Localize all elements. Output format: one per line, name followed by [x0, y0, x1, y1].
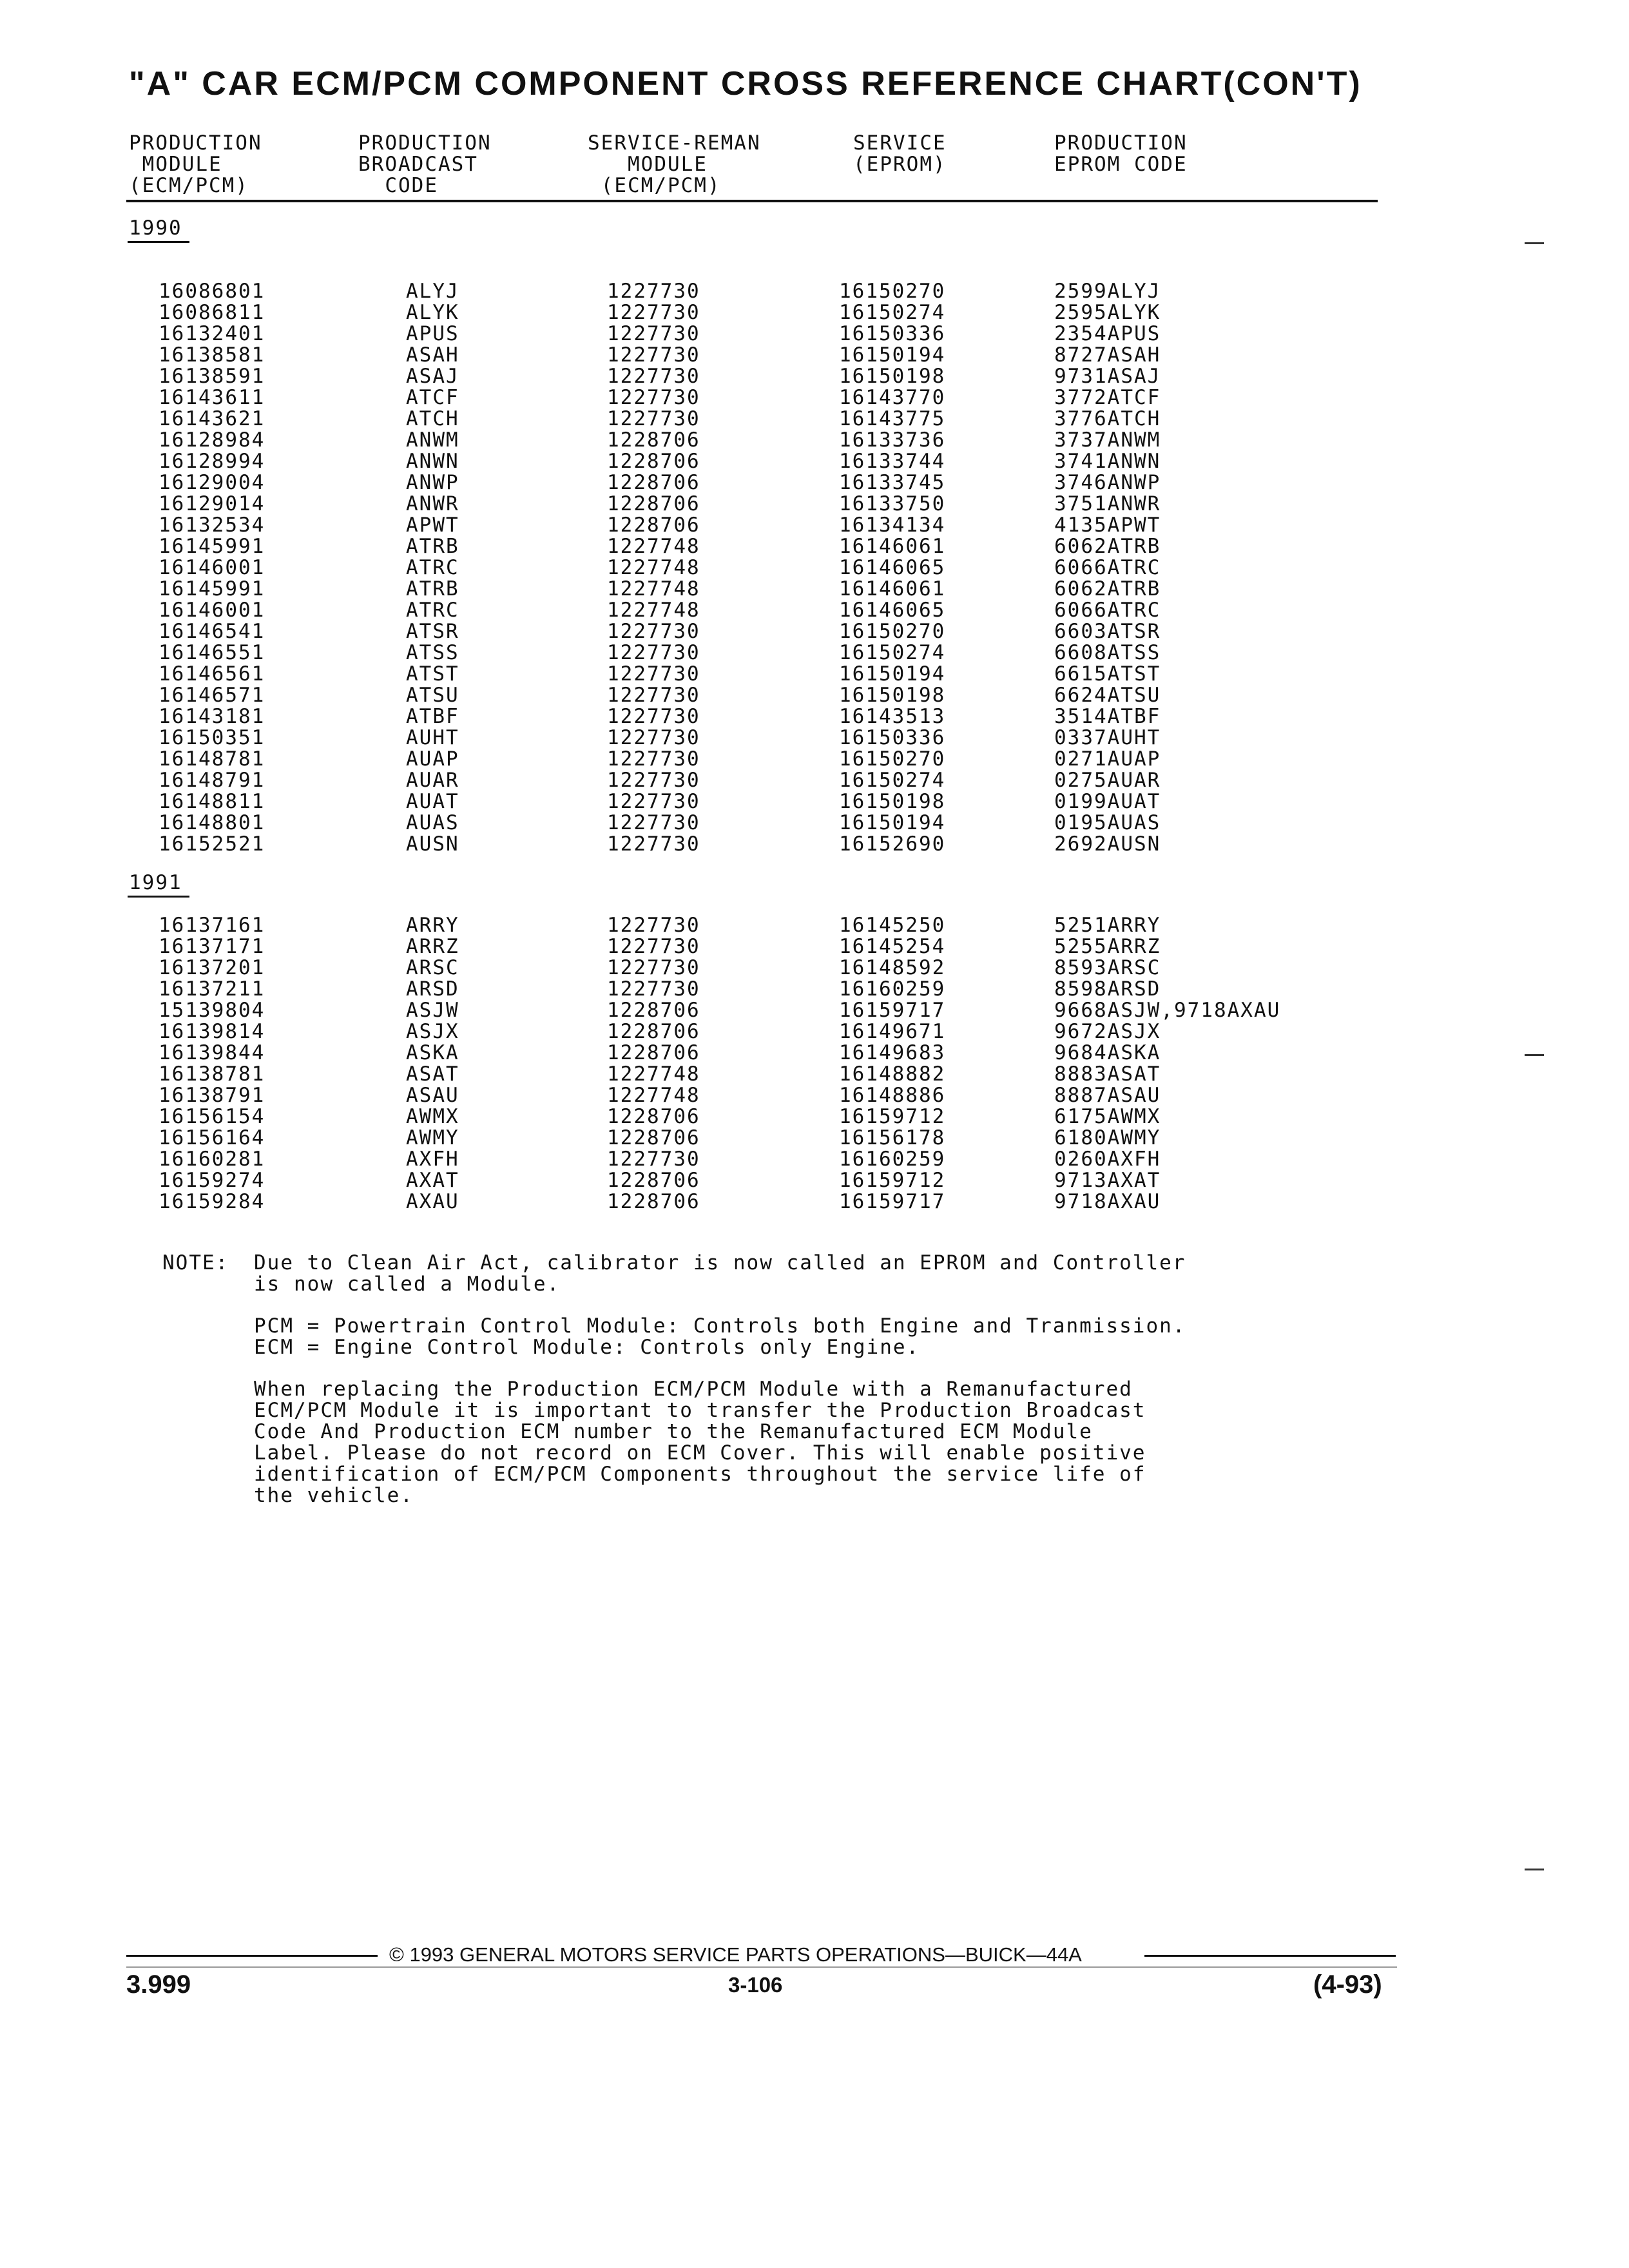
column-header-line: PRODUCTION: [129, 131, 262, 155]
table-cell: ATBF: [406, 705, 459, 728]
table-cell: 1228706: [607, 492, 700, 515]
table-cell: 1227730: [607, 977, 700, 1001]
table-cell: 16146065: [839, 556, 946, 579]
table-cell: ASAJ: [406, 365, 459, 388]
table-cell: 16138781: [159, 1062, 265, 1086]
table-cell: 16152521: [159, 832, 265, 856]
table-cell: 6608ATSS: [1054, 641, 1161, 664]
table-cell: AXFH: [406, 1148, 459, 1171]
table-cell: 16150270: [839, 747, 946, 771]
table-cell: 3514ATBF: [1054, 705, 1161, 728]
table-cell: 16160259: [839, 1148, 946, 1171]
table-cell: 16143770: [839, 386, 946, 409]
definition-line: PCM = Powertrain Control Module: Controls both Engine and Tranmission.: [254, 1314, 1186, 1338]
table-cell: 16150194: [839, 343, 946, 367]
table-cell: 1227730: [607, 832, 700, 856]
table-cell: 16146561: [159, 662, 265, 686]
table-cell: 8593ARSC: [1054, 956, 1161, 979]
table-cell: 4135APWT: [1054, 514, 1161, 537]
table-cell: 16137161: [159, 914, 265, 937]
table-cell: 1227730: [607, 769, 700, 792]
table-cell: 16146571: [159, 684, 265, 707]
table-cell: 1228706: [607, 1169, 700, 1192]
table-cell: 16150198: [839, 684, 946, 707]
table-cell: ATST: [406, 662, 459, 686]
note-text: Due to Clean Air Act, calibrator is now called an EPROM and Controller: [254, 1251, 1186, 1274]
table-cell: 1227730: [607, 956, 700, 979]
table-cell: 9718AXAU: [1054, 1190, 1161, 1213]
table-cell: 0337AUHT: [1054, 726, 1161, 749]
table-cell: 8887ASAU: [1054, 1084, 1161, 1107]
table-cell: ATSS: [406, 641, 459, 664]
table-cell: 16148886: [839, 1084, 946, 1107]
table-cell: ASAU: [406, 1084, 459, 1107]
table-cell: 16159712: [839, 1105, 946, 1128]
table-cell: 9668ASJW,9718AXAU: [1054, 999, 1281, 1022]
table-cell: 3737ANWM: [1054, 428, 1161, 452]
table-cell: 1227730: [607, 935, 700, 958]
note-text: is now called a Module.: [254, 1273, 561, 1296]
table-cell: ASAH: [406, 343, 459, 367]
table-cell: 16139844: [159, 1041, 265, 1064]
table-cell: 16148801: [159, 811, 265, 834]
table-cell: 6624ATSU: [1054, 684, 1161, 707]
table-cell: 16150270: [839, 620, 946, 643]
table-cell: AUAT: [406, 790, 459, 813]
table-cell: 9684ASKA: [1054, 1041, 1161, 1064]
year-heading: 1991: [129, 871, 182, 894]
table-cell: 16150351: [159, 726, 265, 749]
table-cell: 1227748: [607, 577, 700, 601]
spacer: [162, 1358, 1186, 1379]
table-cell: AUHT: [406, 726, 459, 749]
table-cell: 16146541: [159, 620, 265, 643]
table-cell: 16146061: [839, 577, 946, 601]
table-cell: 1227730: [607, 790, 700, 813]
column-header-line: (ECM/PCM): [129, 174, 249, 197]
table-cell: 8883ASAT: [1054, 1062, 1161, 1086]
table-cell: 16150194: [839, 662, 946, 686]
column-header-line: PRODUCTION: [1054, 131, 1188, 155]
table-cell: 16145250: [839, 914, 946, 937]
table-cell: ATSR: [406, 620, 459, 643]
table-cell: 16128984: [159, 428, 265, 452]
spacer: [162, 1295, 1186, 1316]
table-cell: 1227730: [607, 811, 700, 834]
table-cell: 1228706: [607, 450, 700, 473]
table-cell: 1227730: [607, 280, 700, 303]
year-underline: [128, 241, 189, 243]
column-header-line: MODULE: [129, 153, 222, 176]
year-underline: [128, 896, 189, 898]
table-cell: 1228706: [607, 1020, 700, 1043]
table-cell: 1227730: [607, 705, 700, 728]
table-cell: 8727ASAH: [1054, 343, 1161, 367]
table-cell: 16134134: [839, 514, 946, 537]
column-header: [129, 133, 262, 197]
table-cell: 0271AUAP: [1054, 747, 1161, 771]
table-cell: AWMX: [406, 1105, 459, 1128]
table-cell: 16149683: [839, 1041, 946, 1064]
margin-tick: [1525, 1869, 1544, 1870]
table-cell: 1228706: [607, 514, 700, 537]
table-cell: AXAU: [406, 1190, 459, 1213]
table-cell: 1227730: [607, 386, 700, 409]
table-cell: 1227730: [607, 747, 700, 771]
table-cell: 16145991: [159, 577, 265, 601]
table-cell: 5255ARRZ: [1054, 935, 1161, 958]
table-cell: 6066ATRC: [1054, 599, 1161, 622]
table-cell: ATSU: [406, 684, 459, 707]
table-cell: 16132401: [159, 322, 265, 345]
table-cell: 9672ASJX: [1054, 1020, 1161, 1043]
table-cell: APWT: [406, 514, 459, 537]
table-cell: 16150270: [839, 280, 946, 303]
column-header-line: BROADCAST: [358, 153, 478, 176]
table-cell: 16159712: [839, 1169, 946, 1192]
table-cell: 6066ATRC: [1054, 556, 1161, 579]
table-cell: 16150274: [839, 769, 946, 792]
table-cell: 16156178: [839, 1126, 946, 1149]
table-cell: ALYJ: [406, 280, 459, 303]
page-number: 3-106: [728, 1973, 783, 1997]
table-cell: 3751ANWR: [1054, 492, 1161, 515]
table-cell: 16149671: [839, 1020, 946, 1043]
table-cell: 16138591: [159, 365, 265, 388]
table-cell: ASJW: [406, 999, 459, 1022]
table-cell: ARSC: [406, 956, 459, 979]
table-cell: 1227748: [607, 599, 700, 622]
table-cell: 2692AUSN: [1054, 832, 1161, 856]
table-cell: AXAT: [406, 1169, 459, 1192]
page-title: "A" CAR ECM/PCM COMPONENT CROSS REFERENCE CHART(CON'T): [129, 65, 1362, 102]
instruction-line: ECM/PCM Module it is important to transfer the Production Broadcast: [254, 1399, 1146, 1422]
table-cell: 1227748: [607, 535, 700, 558]
table-cell: ASJX: [406, 1020, 459, 1043]
footer-copyright: © 1993 GENERAL MOTORS SERVICE PARTS OPERATIONS—BUICK—44A: [389, 1943, 1082, 1966]
table-cell: 1227730: [607, 407, 700, 430]
table-cell: 2595ALYK: [1054, 301, 1161, 324]
table-cell: 16150274: [839, 641, 946, 664]
table-cell: ATRB: [406, 535, 459, 558]
column-header: [588, 133, 761, 197]
table-cell: 16133744: [839, 450, 946, 473]
table-cell: 16159717: [839, 999, 946, 1022]
table-cell: 16150194: [839, 811, 946, 834]
table-cell: 1228706: [607, 1126, 700, 1149]
table-cell: ATRC: [406, 556, 459, 579]
table-cell: 16159284: [159, 1190, 265, 1213]
table-cell: 0199AUAT: [1054, 790, 1161, 813]
table-cell: 2354APUS: [1054, 322, 1161, 345]
table-cell: 6603ATSR: [1054, 620, 1161, 643]
table-cell: ANWR: [406, 492, 459, 515]
table-cell: 6180AWMY: [1054, 1126, 1161, 1149]
table-cell: 16137171: [159, 935, 265, 958]
table-cell: 1227730: [607, 684, 700, 707]
table-cell: 16160259: [839, 977, 946, 1001]
table-cell: ASAT: [406, 1062, 459, 1086]
table-cell: AUSN: [406, 832, 459, 856]
footer-rule-right: [1144, 1955, 1396, 1957]
table-cell: 16160281: [159, 1148, 265, 1171]
table-cell: 16148882: [839, 1062, 946, 1086]
table-cell: 16150336: [839, 322, 946, 345]
table-cell: 1227748: [607, 1084, 700, 1107]
column-header-line: EPROM CODE: [1054, 153, 1188, 176]
column-header: [853, 133, 947, 175]
table-cell: 16150198: [839, 365, 946, 388]
table-cell: 0275AUAR: [1054, 769, 1161, 792]
table-cell: 16086811: [159, 301, 265, 324]
table-cell: 9713AXAT: [1054, 1169, 1161, 1192]
note-block: [162, 1253, 1186, 1506]
table-cell: 16128994: [159, 450, 265, 473]
column-header-line: CODE: [358, 174, 438, 197]
table-cell: 1228706: [607, 471, 700, 494]
table-cell: 16138791: [159, 1084, 265, 1107]
table-cell: 16156154: [159, 1105, 265, 1128]
table-cell: 16148791: [159, 769, 265, 792]
table-cell: 1227730: [607, 641, 700, 664]
footer-rule-thin: [126, 1966, 1397, 1968]
table-cell: 6062ATRB: [1054, 577, 1161, 601]
table-cell: 16086801: [159, 280, 265, 303]
table-cell: 1227730: [607, 1148, 700, 1171]
table-cell: 1228706: [607, 1105, 700, 1128]
table-cell: 16152690: [839, 832, 946, 856]
table-cell: ATRC: [406, 599, 459, 622]
table-cell: 1228706: [607, 1041, 700, 1064]
table-cell: 16139814: [159, 1020, 265, 1043]
table-cell: 0260AXFH: [1054, 1148, 1161, 1171]
table-cell: 1228706: [607, 428, 700, 452]
table-cell: 1227730: [607, 343, 700, 367]
table-cell: ATCF: [406, 386, 459, 409]
table-cell: ARSD: [406, 977, 459, 1001]
margin-tick: [1525, 1054, 1544, 1056]
table-cell: ARRZ: [406, 935, 459, 958]
table-cell: APUS: [406, 322, 459, 345]
table-cell: 16129004: [159, 471, 265, 494]
table-cell: 6615ATST: [1054, 662, 1161, 686]
table-cell: 16145254: [839, 935, 946, 958]
instruction-line: Label. Please do not record on ECM Cover. This will enable positive: [254, 1441, 1146, 1465]
table-cell: 1228706: [607, 999, 700, 1022]
table-cell: 6062ATRB: [1054, 535, 1161, 558]
table-cell: 16137201: [159, 956, 265, 979]
column-header-line: SERVICE: [853, 131, 947, 155]
table-cell: 16138581: [159, 343, 265, 367]
instruction-line: the vehicle.: [254, 1484, 414, 1507]
table-cell: 16146001: [159, 599, 265, 622]
column-header: [358, 133, 492, 197]
table-cell: 1227730: [607, 726, 700, 749]
table-cell: 9731ASAJ: [1054, 365, 1161, 388]
table-cell: 16133750: [839, 492, 946, 515]
table-cell: ATCH: [406, 407, 459, 430]
table-cell: 16143611: [159, 386, 265, 409]
note-label: NOTE:: [162, 1251, 229, 1274]
table-cell: 16129014: [159, 492, 265, 515]
table-cell: ANWP: [406, 471, 459, 494]
column-header-line: SERVICE-REMAN: [588, 131, 761, 155]
table-cell: ANWM: [406, 428, 459, 452]
table-cell: 0195AUAS: [1054, 811, 1161, 834]
table-cell: 1227730: [607, 620, 700, 643]
column-header-line: (EPROM): [853, 153, 947, 176]
table-cell: 16143181: [159, 705, 265, 728]
instruction-line: Code And Production ECM number to the Remanufactured ECM Module: [254, 1420, 1093, 1443]
instruction-line: identification of ECM/PCM Components throughout the service life of: [254, 1463, 1146, 1486]
table-cell: 8598ARSD: [1054, 977, 1161, 1001]
table-cell: 3776ATCH: [1054, 407, 1161, 430]
instruction-line: When replacing the Production ECM/PCM Module with a Remanufactured: [254, 1378, 1133, 1401]
table-cell: 16148592: [839, 956, 946, 979]
table-cell: ANWN: [406, 450, 459, 473]
table-cell: 16150274: [839, 301, 946, 324]
table-cell: 16145991: [159, 535, 265, 558]
table-cell: 16137211: [159, 977, 265, 1001]
table-cell: 16146065: [839, 599, 946, 622]
table-cell: 2599ALYJ: [1054, 280, 1161, 303]
table-cell: 16133745: [839, 471, 946, 494]
table-cell: 3746ANWP: [1054, 471, 1161, 494]
table-cell: 16146551: [159, 641, 265, 664]
table-cell: 1228706: [607, 1190, 700, 1213]
table-cell: 3741ANWN: [1054, 450, 1161, 473]
table-cell: ALYK: [406, 301, 459, 324]
table-cell: AWMY: [406, 1126, 459, 1149]
year-heading: 1990: [129, 216, 182, 240]
table-cell: 16132534: [159, 514, 265, 537]
table-cell: 16143621: [159, 407, 265, 430]
table-cell: 16146061: [839, 535, 946, 558]
table-cell: 16146001: [159, 556, 265, 579]
table-cell: 1227748: [607, 1062, 700, 1086]
header-rule: [126, 200, 1378, 202]
table-cell: 1227730: [607, 914, 700, 937]
definition-line: ECM = Engine Control Module: Controls only Engine.: [254, 1336, 920, 1359]
table-cell: 6175AWMX: [1054, 1105, 1161, 1128]
column-header: [1054, 133, 1188, 175]
table-cell: 1227730: [607, 662, 700, 686]
table-cell: 16156164: [159, 1126, 265, 1149]
table-cell: 16148811: [159, 790, 265, 813]
table-cell: ASKA: [406, 1041, 459, 1064]
table-cell: ATRB: [406, 577, 459, 601]
table-cell: 16148781: [159, 747, 265, 771]
margin-tick: [1525, 242, 1544, 244]
table-cell: ARRY: [406, 914, 459, 937]
column-header-line: (ECM/PCM): [588, 174, 721, 197]
table-cell: 5251ARRY: [1054, 914, 1161, 937]
table-cell: 1227730: [607, 322, 700, 345]
revision-date: (4-93): [1313, 1970, 1382, 1999]
table-cell: 15139804: [159, 999, 265, 1022]
table-cell: 1227730: [607, 365, 700, 388]
table-cell: 1227730: [607, 301, 700, 324]
table-cell: 16143513: [839, 705, 946, 728]
table-cell: 16143775: [839, 407, 946, 430]
table-cell: 16133736: [839, 428, 946, 452]
footer-rule-left: [126, 1955, 378, 1957]
column-header-line: PRODUCTION: [358, 131, 492, 155]
table-cell: 16150336: [839, 726, 946, 749]
table-cell: 1227748: [607, 556, 700, 579]
table-cell: AUAS: [406, 811, 459, 834]
table-cell: 16159274: [159, 1169, 265, 1192]
table-cell: AUAR: [406, 769, 459, 792]
table-cell: 16150198: [839, 790, 946, 813]
table-cell: AUAP: [406, 747, 459, 771]
table-cell: 3772ATCF: [1054, 386, 1161, 409]
table-cell: 16159717: [839, 1190, 946, 1213]
section-number: 3.999: [126, 1970, 191, 1999]
note-first-line: [162, 1253, 1186, 1274]
column-header-line: MODULE: [588, 153, 708, 176]
